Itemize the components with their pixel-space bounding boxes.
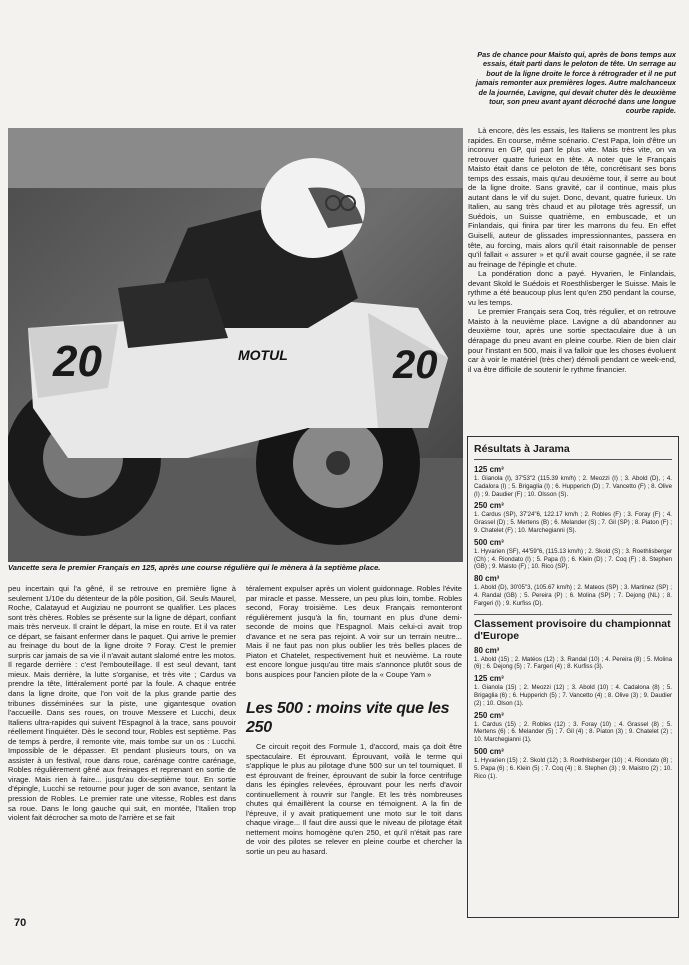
article-paragraph: Ce circuit reçoit des Formule 1, d'accord, mais ça doit être spectaculaire. Et éprouvant. Éprouvant, voilà le terme qui s'applique le plus au pilotage d'une 500 sur un tel tourniquet. Il est éprouvant de freiner, éprouvant de subir la force centrifuge dans les épingles relevées, éprouvant pour les nerfs d'avoir continuellement à rouvrir sur l'angle. Et les très nombreuses chutes qui émaillèrent la course en témoignent. A la fin de l'épreuve, il y avait pratiquement une moto sur le toit dans chaque virage... Il faut dire aussi que le niveau de pilotage était nettement moins homogène qu'en 250, et qu'il n'était pas rare de voir des pilotes se relever en pleine courbe et chercher la sortie un peu au hasard. [246, 742, 462, 857]
race-results [474, 459, 672, 608]
standings-class-text: 1. Cardus (15) ; 2. Robles (12) ; 3. Foray (10) ; 4. Grassel (8) ; 5. Mertens (6) ; 6. Melander (5) ; 7. Gil (4) ; 8. Piaton (3) ; 9. Chatelet (2) ; 10. Marchegianni (1). [474, 720, 672, 744]
results-class-text: 1. Abold (D), 30'05"3, (105.67 km/h) ; 2. Mateos (SP) ; 3. Martinez (SP) ; 4. Randal (GB) ; 5. Pereira (P) ; 6. Molina (SP) ; 7. Dejong (NL) ; 8. Fargeri (I) ; 9. Kurfiss (D). [474, 584, 672, 607]
results-class-text: 1. Cardus (SP), 37'24"6, 122.17 km/h ; 2. Robles (F) ; 3. Foray (F) ; 4. Grassel (D) ; 5. Mertens (B) ; 6. Melander (S) ; 7. Gil (SP) ; 8. Piaton (F) ; 9. Chatelet (F) ; 10. Marchegianni (S). [474, 511, 672, 534]
results-class-label: 125 cm³ [474, 465, 504, 474]
standings-class-label: 80 cm³ [474, 645, 500, 655]
standings-class-text: 1. Abold (15) ; 2. Matéos (12) ; 3. Randal (10) ; 4. Pereira (8) ; 5. Molina (6) ; 6. Dejong (5) ; 7. Fargeri (4) ; 8. Kurfiss (3). [474, 655, 672, 671]
standings-class-text: 1. Gianola (15) ; 2. Meozzi (12) ; 3. Abold (10) ; 4. Cadalona (8) ; 5. Brigaglia (6) ; 6. Hupperich (5) ; 7. Vancetto (4) ; 8. Olive (3) ; 9. Daudier (2) ; 10. Olson (1). [474, 684, 672, 707]
section-headline: Les 500 : moins vite que les 250 [246, 700, 450, 736]
photo-caption: Vancette sera le premier Français en 125, après une course régulière qui le mènera à la septième place. [8, 563, 381, 572]
results-class-text: 1. Hyvarien (SF), 44'59"6, (115.13 km/h) ; 2. Skold (S) ; 3. Roethlisberger (Ch) ; 4. Riondato (I) ; 5. Papa (I) ; 6. Klein (D) ; 7. Coq (F) ; 8. Stephen (GB) ; 9. Maisto (F) ; 10. Rico (SP). [474, 547, 672, 571]
article-column-2-continued [246, 742, 462, 857]
standings [474, 646, 672, 781]
fairing-number-side: 20 [53, 337, 102, 386]
results-class-label: 80 cm³ [474, 574, 500, 584]
article-column-1 [8, 584, 236, 823]
results-class-label: 250 cm³ [474, 501, 504, 511]
results-class-text: 1. Gianola (I), 37'53"2 (115.39 km/h) ; 2. Meozzi (I) ; 3. Abold (D), ; 4. Cadalora (I) ; 5. Brigaglia (I) ; 6. Hupperich (D) ; 7. Vancetto (F) ; 8. Olive (I) ; 9. Daudier (F) ; 10. Olsson (S). [474, 475, 672, 498]
results-class-label: 500 cm³ [474, 537, 504, 547]
fairing-number-front: 20 [393, 343, 438, 387]
motorcycle-illustration [8, 128, 463, 562]
article-paragraph: Le premier Français sera Coq, très régulier, et on retrouve Maisto à la neuvième place. Lavigne a dû abandonner au deuxième tour, après une sortie spectaculaire due à un dérapage du pneu avant en pleine courbe. Rien de bien clair pour l'instant en 500, mais il va falloir que les choses évoluent car à voir le matériel (très cher) démoli pendant ce week-end, il va être difficile de soutenir le rythme financier. [468, 307, 676, 374]
fairing-brand-logo: MOTUL [238, 347, 288, 363]
top-photo-caption: Pas de chance pour Maisto qui, après de bons temps aux essais, était parti dans le peloton de tête. Un serrage au bout de la ligne droite le force à rétrograder et il ne put jamais remonter aux premières loges. Autre malchanceux de la journée, Lavigne, qui devait chuter dès le deuxième tour, son pneu avant ayant décroché dans une longue courbe rapide. [475, 50, 676, 116]
article-paragraph: Là encore, dès les essais, les Italiens se montrent les plus rapides. En course, même scénario. C'est Papa, loin d'être un inconnu en GP, qui part le plus vite. Mais très vite, on va retrouver quatre furieux en tête. A noter que le Français Maisto était dans ce peloton de tête, concrétisant ses bons temps des essais, mais qu'au deuxième tour, il serre au bout de la ligne droite. Sans gravité, car il continue, mais plus autant dans le vif du sujet. Donc, devant, quatre furieux. Un Italien, au sang très chaud et au pilotage très agressif, un Suédois, un Suisse quatrième, en embuscade, et un Finlandais, qui finira par tirer les marrons du feu. En effet Guiselli, auteur de glissades impressionnantes, passera en tête, au forcing, mais alors qu'il était raisonnable de penser qu'il fallait « assurer » et qu'il avait course gagnée, il se rate au freinage de l'épingle et chute. [468, 126, 676, 269]
article-right-column [468, 126, 676, 374]
standings-title: Classement provisoire du championnat d'Europe [474, 614, 672, 642]
standings-class-label: 250 cm³ [474, 710, 504, 720]
article-paragraph: peu incertain qui l'a gêné, il se retrouve en première ligne à seulement 1/10e du détenteur de la pôle position, Gil. Seuls Maurel, Roche, Calatayud et Augiziau ne pourront se qualifier. Les places sont très chères. Robles se présente sur la ligne de départ, confiant mais très nerveux. Il craint le départ, la mise en route. Et il va rater ce départ, se faisant enfermer dans le paquet. Qui arrive le premier au freinage du bout de la ligne droite ? Foray. C'est le premier surpris car jamais de sa vie il n'avait autant slalomé entre les motos. Il regarde derrière : c'est l'embouteillage. Il est seul devant, tant mieux. Mais derrière, la lutte s'organise, et très vite ; Cardus va prendre la tête, littéralement porté par la foule. A chaque entrée dans la ligne droite, que l'on voit de la plus grande partie des tribunes disséminées sur la piste, une gigantesque ovation l'accueille. Dans ses roues, on trouve Messere et Lucchi, deux Italiens ultra-rapides qui suivent l'Espagnol à la trace, sans pouvoir réellement l'inquiéter. Dès le second tour, Robles est septième. Pas de temps à perdre, il remonte vite, mais tombe sur un os : Lucchi. Impossible de le dépasser. Et pendant plusieurs tours, on va assister à un festival, roue dans roue, carénage contre carénage, Robles régulièrement gêné aux freinages et reprenant en sortie de virage. Mais rien à faire... jusqu'au dix-septième tour. En sortie d'épingle, Lucchi se retourne pour juger de son avance, sentant la pression de Robles. Le premier rate une vitesse, Robles est dans sa roue. Dans le long gauche qui suit, en montée, l'Italien trop violent fait décrocher sa moto de l'arrière et se fait [8, 584, 236, 823]
article-paragraph: La pondération donc a payé. Hyvarien, le Finlandais, devant Skold le Suédois et Roesthlisberger le Suisse. Mais le rythme a été beaucoup plus lent qu'en 250 pendant la course, vu les temps. [468, 269, 676, 307]
race-photo [8, 128, 463, 562]
results-box [467, 436, 679, 918]
standings-class-label: 500 cm³ [474, 746, 504, 756]
standings-class-text: 1. Hyvarien (15) ; 2. Skold (12) ; 3. Roethlisberger (10) ; 4. Riondato (8) ; 5. Papa (6) ; 6. Klein (5) ; 7. Coq (4) ; 8. Stephen (3) ; 9. Maistro (2) ; 10. Rico (1). [474, 756, 672, 780]
results-title: Résultats à Jarama [474, 443, 570, 455]
page-number: 70 [14, 917, 27, 929]
standings-class-label: 125 cm³ [474, 674, 504, 684]
article-column-2 [246, 584, 462, 679]
article-paragraph: téralement expulser après un violent guidonnage. Robles l'évite par miracle et passe. Messere, un peu plus loin, tombe. Robles second, Foray troisième. Les deux Français remonteront régulièrement jusqu'à la fin, tournant en plus d'une demi-seconde de moins que l'Espagnol. Mais celui-ci avait trop d'avance et ne sera pas rejoint. A voir sur un terrain neutre... Mais il ne faut pas non plus oublier les très belles places de Piaton et Chatelet, respectivement huit et neuvième. La route est encore longue jusqu'au titre mais s'annonce plutôt sous de bons auspices pour l'ancien pilote de la « Coupe Yam » [246, 584, 462, 679]
